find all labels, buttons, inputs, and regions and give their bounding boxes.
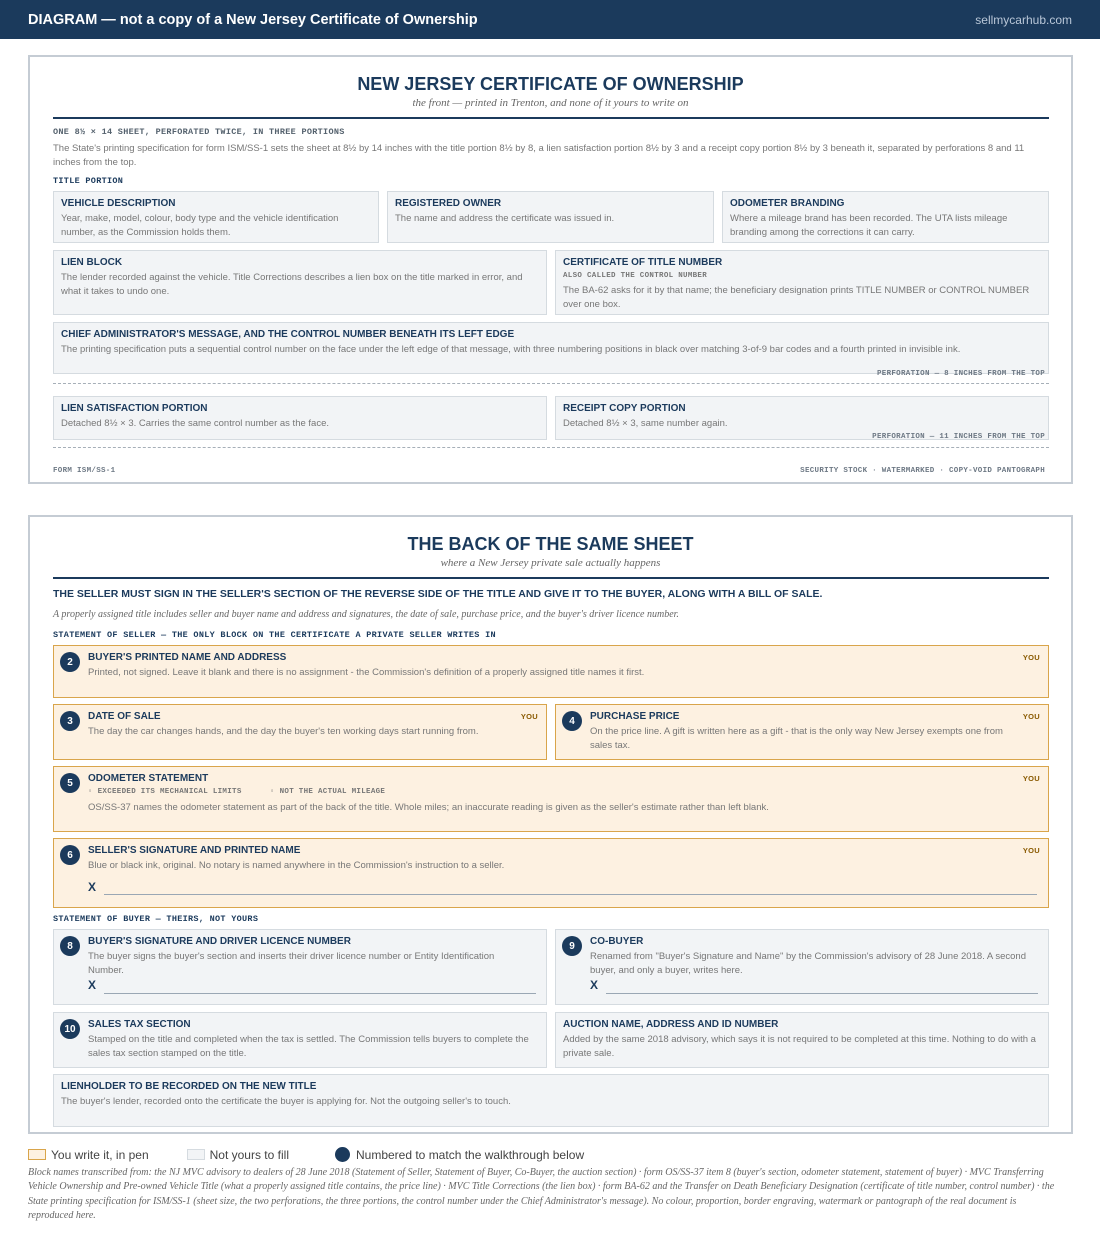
box-text: The buyer signs the buyer's section and inserts their driver licence number or Entity Identification Number. xyxy=(88,951,495,976)
box-title: LIEN SATISFACTION PORTION xyxy=(61,403,208,414)
you-tag: YOU xyxy=(1022,653,1040,662)
box-text: Renamed from "Buyer's Signature and Name" by the Commission's advisory of 28 June 2018. A second buyer, and only a buyer, writes here. xyxy=(590,951,1026,976)
buyer-printed-name-box xyxy=(53,645,1049,698)
form-number: FORM ISM/SS-1 xyxy=(53,467,116,475)
seller-statement-label: STATEMENT OF SELLER — THE ONLY BLOCK ON THE CERTIFICATE A PRIVATE SELLER WRITES IN xyxy=(53,630,496,640)
step-number-badge: 2 xyxy=(60,652,80,672)
sheet-heading: ONE 8½ × 14 SHEET, PERFORATED TWICE, IN THREE PORTIONS xyxy=(53,127,345,137)
auction-box xyxy=(555,1012,1049,1068)
step-number-badge: 4 xyxy=(562,711,582,731)
box-title: CHIEF ADMINISTRATOR'S MESSAGE, AND THE CONTROL NUMBER BENEATH ITS LEFT EDGE xyxy=(61,329,515,340)
buyer-statement-label: STATEMENT OF BUYER — THEIRS, NOT YOURS xyxy=(53,914,259,924)
buyer-signature-line xyxy=(104,993,536,994)
box-title: LIEN BLOCK xyxy=(61,257,123,268)
not-yours-swatch-icon xyxy=(187,1149,205,1160)
sheet-description: The State's printing specification for form ISM/SS-1 sets the sheet at 8½ by 14 inches with the title portion 8½ by 8, a lien satisfaction portion 8½ by 3 and a receipt copy portion 8½ by 3 beneath it, separated by perforations 8 and 11 inches from the top. xyxy=(53,143,1025,168)
legend-numbered xyxy=(335,1147,584,1162)
step-number-badge: 3 xyxy=(60,711,80,731)
box-title: CO-BUYER xyxy=(590,936,644,947)
checkbox-exceeded-limits[interactable]: ▫ EXCEEDED ITS MECHANICAL LIMITS xyxy=(88,788,242,796)
signature-x-mark: X xyxy=(88,978,97,992)
box-text: Stamped on the title and completed when the tax is settled. The Commission tells buyers to complete the sales tax section stamped on the title. xyxy=(88,1034,529,1059)
box-title: CERTIFICATE OF TITLE NUMBER xyxy=(563,257,723,268)
checkbox-not-actual-mileage[interactable]: ▫ NOT THE ACTUAL MILEAGE xyxy=(270,788,386,796)
perforation-label-11: PERFORATION — 11 INCHES FROM THE TOP xyxy=(872,433,1045,441)
registered-owner-box xyxy=(387,191,714,243)
signature-x-mark: X xyxy=(88,880,97,894)
step-number-badge: 8 xyxy=(60,936,80,956)
title-portion-label: TITLE PORTION xyxy=(53,176,124,186)
box-text: Detached 8½ × 3, same number again. xyxy=(563,418,728,429)
co-buyer-box xyxy=(555,929,1049,1005)
you-swatch-icon xyxy=(28,1149,46,1160)
box-text: The buyer's lender, recorded onto the certificate the buyer is applying for. Not the outgoing seller's to touch. xyxy=(61,1096,511,1107)
box-title: SELLER'S SIGNATURE AND PRINTED NAME xyxy=(88,845,301,856)
lien-satisfaction-box xyxy=(53,396,547,440)
odometer-statement-box xyxy=(53,766,1049,832)
box-text: The day the car changes hands, and the day the buyer's ten working days start running from. xyxy=(88,726,479,737)
buyer-signature-box xyxy=(53,929,547,1005)
you-tag: YOU xyxy=(520,712,538,721)
numbered-dot-icon xyxy=(335,1147,350,1162)
step-number-badge: 5 xyxy=(60,773,80,793)
box-text: On the price line. A gift is written here as a gift - that is the only way New Jersey exempts one from sales tax. xyxy=(590,726,1003,751)
step-number-badge: 9 xyxy=(562,936,582,956)
assigned-title-intro: A properly assigned title includes seller and buyer name and address and signatures, the date of sale, purchase price, and the buyer's driver licence number. xyxy=(53,609,679,620)
box-text: The printing specification puts a sequential control number on the face under the left edge of that message, with three numbering positions in black over matching 3-of-9 bar codes and a fourth printed in invisible ink. xyxy=(61,344,961,355)
title-number-box xyxy=(555,250,1049,315)
sales-tax-box xyxy=(53,1012,547,1068)
chief-administrator-message-box xyxy=(53,322,1049,374)
box-title: PURCHASE PRICE xyxy=(590,711,680,722)
step-number-badge: 6 xyxy=(60,845,80,865)
box-text: The lender recorded against the vehicle. Title Corrections describes a lien box on the title marked in error, and what it takes to undo one. xyxy=(61,272,523,297)
perforation-line-11 xyxy=(53,447,1049,448)
box-text: OS/SS-37 names the odometer statement as part of the back of the title. Whole miles; an inaccurate reading is given as the seller's estimate rather than left blank. xyxy=(88,802,769,813)
back-subtitle: where a New Jersey private sale actually happens xyxy=(440,557,661,569)
vehicle-description-box xyxy=(53,191,379,243)
box-title: DATE OF SALE xyxy=(88,711,161,722)
box-title: RECEIPT COPY PORTION xyxy=(563,403,686,414)
box-title: BUYER'S PRINTED NAME AND ADDRESS xyxy=(88,652,287,663)
front-title: NEW JERSEY CERTIFICATE OF OWNERSHIP xyxy=(357,74,744,94)
legend-numbered-label: Numbered to match the walkthrough below xyxy=(355,1147,585,1162)
you-tag: YOU xyxy=(1022,846,1040,855)
seller-signature-line[interactable] xyxy=(104,894,1037,895)
box-title: REGISTERED OWNER xyxy=(395,198,502,209)
legend xyxy=(28,1147,584,1162)
signature-x-mark: X xyxy=(590,978,599,992)
legend-not-yours-label: Not yours to fill xyxy=(209,1147,289,1162)
box-title: LIENHOLDER TO BE RECORDED ON THE NEW TITLE xyxy=(61,1081,317,1092)
top-bar xyxy=(0,0,1100,39)
box-title: BUYER'S SIGNATURE AND DRIVER LICENCE NUMBER xyxy=(88,936,351,947)
seller-signature-box xyxy=(53,838,1049,908)
box-text: Where a mileage brand has been recorded. The UTA lists mileage branding among the corrections it can carry. xyxy=(730,213,1008,238)
front-subtitle: the front — printed in Trenton, and none of it yours to write on xyxy=(412,97,689,109)
box-text: Blue or black ink, original. No notary is named anywhere in the Commission's instruction to a seller. xyxy=(88,860,505,871)
front-sheet xyxy=(28,55,1073,484)
box-title: ODOMETER STATEMENT xyxy=(88,773,209,784)
box-text: Added by the same 2018 advisory, which says it is not required to be completed at this time. Nothing to do with a private sale. xyxy=(563,1034,1036,1059)
lienholder-box xyxy=(53,1074,1049,1127)
sources-note: Block names transcribed from: the NJ MVC advisory to dealers of 28 June 2018 (Statement of Seller, Statement of Buyer, Co-Buyer, the auction section) · form OS/SS-37 item 8 (buyer's section, odometer statement, statement of buyer) · MVC Transferring Vehicle Ownership and Pre-owned Vehicle Title (what a properly assigned title contains, the price line) · MVC Title Corrections (the lien box) · form BA-62 and the Transfer on Death Beneficiary Designation (certificate of title number, control number) · the State printing specification for ISM/SS-1 (sheet size, the two perforations, the three portions, the control number under the Chief Administrator's message). No colour, proportion, border engraving, watermark or pantograph of the real document is reproduced here. xyxy=(28,1167,1055,1221)
co-buyer-signature-line xyxy=(606,993,1038,994)
legend-you-label: You write it, in pen xyxy=(51,1147,149,1162)
legend-not-yours xyxy=(187,1148,289,1162)
box-text: The name and address the certificate was issued in. xyxy=(395,213,615,224)
box-title: AUCTION NAME, ADDRESS AND ID NUMBER xyxy=(563,1019,779,1030)
legend-you xyxy=(28,1148,149,1162)
step-number-badge: 10 xyxy=(60,1019,80,1039)
box-subtitle: ALSO CALLED THE CONTROL NUMBER xyxy=(563,272,708,280)
back-sheet xyxy=(28,515,1073,1134)
box-title: SALES TAX SECTION xyxy=(88,1019,191,1030)
box-text: Year, make, model, colour, body type and the vehicle identification number, as the Commission holds them. xyxy=(61,213,339,238)
perforation-line-8 xyxy=(53,383,1049,384)
purchase-price-box xyxy=(555,704,1049,760)
box-title: VEHICLE DESCRIPTION xyxy=(61,198,176,209)
box-title: ODOMETER BRANDING xyxy=(730,198,845,209)
date-of-sale-box xyxy=(53,704,547,760)
security-note: SECURITY STOCK · WATERMARKED · COPY-VOID PANTOGRAPH xyxy=(800,467,1045,475)
odometer-branding-box xyxy=(722,191,1049,243)
seller-instruction-heading: THE SELLER MUST SIGN IN THE SELLER'S SECTION OF THE REVERSE SIDE OF THE TITLE AND GIVE IT TO THE BUYER, ALONG WITH A BILL OF SALE. xyxy=(53,588,823,600)
lien-block-box xyxy=(53,250,547,315)
back-rule xyxy=(53,577,1049,579)
box-text: The BA-62 asks for it by that name; the beneficiary designation prints TITLE NUMBER or CONTROL NUMBER over one box. xyxy=(563,285,1030,310)
back-title: THE BACK OF THE SAME SHEET xyxy=(407,534,694,554)
you-tag: YOU xyxy=(1022,712,1040,721)
front-rule xyxy=(53,117,1049,119)
perforation-label-8: PERFORATION — 8 INCHES FROM THE TOP xyxy=(876,370,1045,378)
diagram-title: DIAGRAM — not a copy of a New Jersey Certificate of Ownership xyxy=(28,11,478,28)
site-link[interactable]: sellmycarhub.com xyxy=(975,12,1072,27)
you-tag: YOU xyxy=(1022,774,1040,783)
box-text: Detached 8½ × 3. Carries the same control number as the face. xyxy=(61,418,329,429)
box-text: Printed, not signed. Leave it blank and there is no assignment - the Commission's definition of a properly assigned title names it first. xyxy=(88,667,645,678)
